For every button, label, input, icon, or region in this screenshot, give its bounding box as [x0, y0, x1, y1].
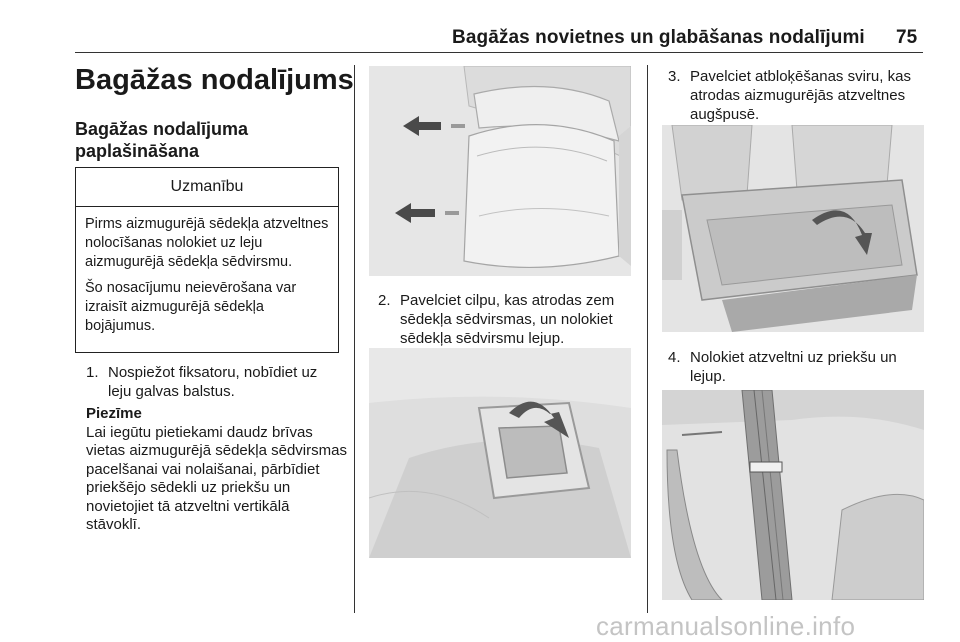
- header-rule: [75, 52, 923, 53]
- step-number: 3.: [668, 68, 681, 85]
- caution-box: [75, 167, 339, 353]
- column-divider-right: [647, 65, 648, 613]
- caution-title: Uzmanību: [76, 168, 338, 207]
- step-number: 4.: [668, 349, 681, 366]
- step-text: Nolokiet atzveltni uz priekšu un lejup.: [690, 349, 897, 385]
- figure-seat-cushion: [369, 348, 631, 558]
- folded-seat-release-illustration: [662, 125, 924, 332]
- step-3: [668, 67, 930, 124]
- seat-cushion-loop-illustration: [369, 348, 631, 558]
- backrest-fold-illustration: [662, 390, 924, 600]
- caution-paragraph-2: Šo nosacījumu neievērošana var izraisīt aizmugurējā sēdekļa bojājumus.: [85, 280, 297, 334]
- column-divider-left: [354, 65, 355, 613]
- note-title: Piezīme: [86, 405, 142, 422]
- rear-seat-headrest-illustration: [369, 66, 631, 276]
- subheading: [75, 118, 248, 162]
- step-text: Pavelciet atbloķēšanas sviru, kas atrodas aizmugurējās atzveltnes augšpusē.: [690, 68, 911, 123]
- step-1: [86, 363, 342, 401]
- subheading-line-1: Bagāžas nodalījuma: [75, 119, 249, 139]
- step-number: 1.: [86, 364, 99, 381]
- step-2: [378, 291, 633, 348]
- note: [86, 405, 348, 535]
- watermark: carmanualsonline.info: [596, 611, 856, 641]
- step-4: [668, 348, 930, 386]
- subheading-line-2: paplašināšana: [75, 141, 200, 161]
- figure-release-lever: [662, 125, 924, 332]
- caution-body: [76, 207, 338, 336]
- caution-paragraph-1: Pirms aizmugurējā sēdekļa atzveltnes nolocīšanas nolokiet uz leju aizmugurējā sēdekļa sēdvirsmu.: [85, 216, 329, 270]
- figure-headrests: [369, 66, 631, 276]
- step-text: Pavelciet cilpu, kas atrodas zem sēdekļa sēdvirsmas, un nolokiet sēdekļa sēdvirsmu lejup.: [400, 292, 615, 347]
- header-title: Bagāžas novietnes un glabāšanas nodalījumi: [452, 27, 865, 48]
- step-text: Nospiežot fiksatoru, nobīdiet uz leju galvas balstus.: [108, 364, 318, 400]
- figure-backrest: [662, 390, 924, 600]
- section-heading: Bagāžas nodalījums: [75, 64, 354, 96]
- note-text: Lai iegūtu pietiekami daudz brīvas vietas aizmugurējā sēdekļa sēdvirsmas pacelšanai vai nolaišanai, pārbīdiet priekšējo sēdekli uz priekšu un novietojiet tā atzveltni vertikālā stāvoklī.: [86, 423, 347, 533]
- step-number: 2.: [378, 292, 391, 309]
- page-number: 75: [896, 27, 918, 48]
